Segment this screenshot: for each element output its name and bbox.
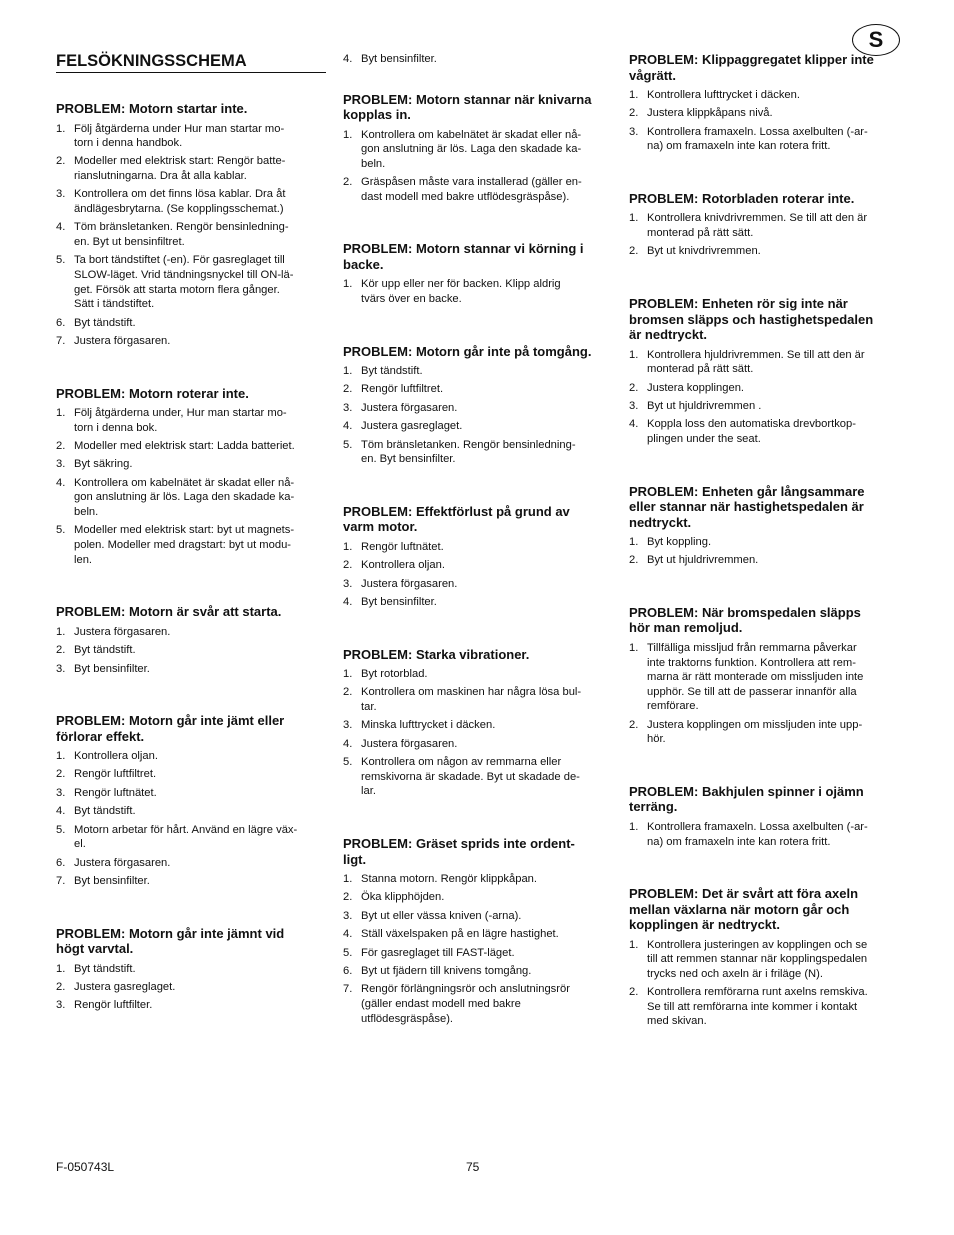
item-text: För gasreglaget till FAST-läget. (361, 946, 515, 959)
item-text: Tillfälliga missljud från remmarna påverkar inte traktorns funktion. Kontrollera att rem- marna är rätt monterade om missljuden inte upphör. Se till att de passerar innanför alla remförare. (647, 641, 864, 713)
item-text: Kontrollera remförarna runt axelns remskiva. Se till att remförarna inte kommer i kontakt med skivan. (647, 986, 868, 1028)
problem-section (629, 52, 901, 154)
list-item (629, 348, 901, 377)
item-text: Följ åtgärderna under, Hur man startar mo- torn i denna bok. (74, 407, 287, 434)
item-text: Kontrollera om det finns lösa kablar. Dra åt ändlägesbrytarna. (Se kopplingsschemat.) (74, 188, 286, 216)
item-number: 3. (343, 719, 353, 732)
item-text: Byt ut eller vässa kniven (-arna). (361, 909, 522, 922)
item-number: 5. (343, 438, 353, 451)
list-item (629, 535, 901, 550)
problem-section (343, 344, 613, 467)
item-number: 2. (343, 559, 353, 572)
solution-list (629, 820, 901, 849)
list-item (629, 244, 901, 259)
item-number: 4. (629, 418, 639, 431)
list-item (343, 175, 613, 204)
item-text: Rengör luftnätet. (361, 540, 444, 553)
item-number: 6. (343, 964, 353, 977)
item-number: 4. (56, 221, 66, 234)
item-number: 1. (343, 278, 353, 291)
list-item (629, 820, 901, 849)
list-item (343, 890, 613, 905)
item-text: Rengör luftfiltret. (74, 768, 157, 781)
list-item (56, 253, 326, 311)
list-item (56, 523, 326, 567)
item-text: Byt tändstift. (74, 644, 136, 657)
list-item (56, 476, 326, 520)
item-number: 1. (343, 873, 353, 885)
problem-section (56, 713, 326, 889)
item-number: 2. (343, 383, 353, 396)
solution-list (343, 364, 613, 467)
solution-list (629, 938, 901, 1029)
problem-heading: PROBLEM: Effektförlust på grund av varm motor. (343, 503, 570, 535)
solution-list (343, 540, 613, 610)
item-text: Justera förgasaren. (74, 335, 171, 347)
item-number: 2. (629, 381, 639, 394)
problem-section (56, 386, 326, 568)
item-number: 3. (629, 125, 639, 138)
list-item (343, 52, 613, 67)
item-text: Kontrollera oljan. (361, 559, 445, 572)
item-number: 3. (343, 401, 353, 414)
item-number: 5. (56, 524, 66, 537)
item-text: Justera gasreglaget. (361, 420, 463, 433)
item-number: 1. (56, 962, 66, 975)
item-number: 3. (629, 399, 639, 412)
item-number: 1. (343, 128, 353, 141)
item-number: 3. (56, 188, 66, 201)
problem-section (56, 604, 326, 676)
item-text: Justera förgasaren. (361, 577, 458, 590)
item-number: 2. (343, 686, 353, 699)
problem-section (56, 926, 326, 1013)
problem-heading: PROBLEM: Starka vibrationer. (343, 646, 530, 662)
problem-heading: PROBLEM: Bakhjulen spinner i ojämn terräng. (629, 783, 864, 815)
item-text: Kontrollera framaxeln. Lossa axelbulten (-ar- na) om framaxeln inte kan rotera fritt. (647, 125, 868, 153)
item-number: 1. (629, 348, 639, 361)
list-item (629, 553, 901, 568)
item-number: 7. (56, 335, 66, 347)
solution-list (343, 277, 613, 306)
list-item (343, 364, 613, 379)
list-item (56, 625, 326, 640)
list-item (56, 122, 326, 151)
item-number: 2. (629, 986, 639, 999)
item-text: Justera förgasaren. (74, 625, 171, 638)
problem-heading: PROBLEM: Klippaggregatet klipper inte vågrätt. (629, 52, 874, 83)
list-item (629, 381, 901, 396)
solution-list (343, 872, 613, 1026)
list-item (629, 125, 901, 154)
column-2-sections (343, 92, 613, 1027)
list-item (56, 154, 326, 183)
item-text: Stanna motorn. Rengör klippkåpan. (361, 873, 538, 885)
item-text: Byt bensinfilter. (74, 875, 150, 888)
problem-heading: PROBLEM: Motorn är svår att starta. (56, 604, 282, 620)
item-text: Justera klippkåpans nivå. (647, 107, 773, 120)
problem-heading: PROBLEM: Motorn stannar vi körning i backe. (343, 241, 584, 272)
item-number: 3. (343, 577, 353, 590)
problem-heading: PROBLEM: Motorn går inte på tomgång. (343, 343, 592, 359)
list-item (343, 872, 613, 887)
item-number: 2. (56, 981, 66, 994)
item-number: 1. (56, 407, 66, 420)
item-number: 4. (343, 928, 353, 941)
list-item (56, 749, 326, 764)
item-text: Justera förgasaren. (361, 401, 458, 414)
item-number: 6. (56, 316, 66, 329)
list-item (56, 643, 326, 658)
item-number: 7. (56, 875, 66, 888)
item-number: 2. (629, 554, 639, 567)
continued-list (343, 52, 613, 67)
item-text: Rengör luftfilter. (74, 999, 153, 1012)
solution-list (56, 122, 326, 349)
item-text: Motorn arbetar för hårt. Använd en lägre väx- el. (74, 823, 298, 851)
problem-section (343, 647, 613, 799)
problem-heading: PROBLEM: Enheten går långsammare eller stannar när hastighetspedalen är nedtryckt. (629, 483, 865, 530)
item-number: 1. (343, 540, 353, 553)
item-text: Byt ut hjuldrivremmen . (647, 399, 762, 412)
problem-heading: PROBLEM: Det är svårt att föra axeln mellan växlarna när motorn går och kopplingen är nedtryckt. (629, 886, 859, 933)
item-number: 2. (343, 176, 353, 189)
problem-section (629, 784, 901, 849)
item-number: 5. (343, 946, 353, 959)
item-text: Kontrollera om kabelnätet är skadat eller nå- gon anslutning är lös. Laga den skadade ka- beln. (361, 128, 582, 170)
item-text: Kontrollera oljan. (74, 750, 158, 763)
list-item (56, 874, 326, 889)
solution-list (56, 749, 326, 889)
item-text: Rengör luftfiltret. (361, 383, 444, 396)
problem-heading: PROBLEM: Motorn går inte jämnt vid högt varvtal. (56, 925, 285, 957)
list-item (629, 417, 901, 446)
item-number: 2. (629, 107, 639, 120)
item-number: 4. (56, 805, 66, 818)
item-text: Kontrollera om någon av remmarna eller remskivorna är skadade. Byt ut skadade de- lar. (361, 756, 580, 798)
problem-heading: PROBLEM: När bromspedalen släpps hör man remoljud. (629, 604, 861, 636)
list-item (56, 439, 326, 454)
item-number: 4. (56, 476, 66, 489)
problem-section (629, 296, 901, 446)
item-text: Töm bränsletanken. Rengör bensinledning- en. Byt bensinfilter. (361, 438, 576, 466)
list-item (343, 927, 613, 942)
list-item (629, 641, 901, 714)
item-number: 1. (629, 212, 639, 225)
item-text: Öka klipphöjden. (361, 891, 445, 904)
item-number: 4. (343, 420, 353, 433)
item-number: 2. (56, 155, 66, 168)
solution-list (343, 128, 613, 205)
list-item (343, 540, 613, 555)
item-number: 2. (629, 718, 639, 731)
solution-list (56, 962, 326, 1013)
item-text: Byt bensinfilter. (361, 595, 437, 608)
item-number: 3. (56, 458, 66, 471)
item-text: Kontrollera lufttrycket i däcken. (647, 89, 800, 101)
item-number: 3. (343, 909, 353, 922)
problem-heading: PROBLEM: Motorn går inte jämt eller förlorar effekt. (56, 713, 285, 744)
problem-section (629, 484, 901, 568)
column-1-sections (56, 101, 326, 1013)
item-number: 1. (629, 641, 639, 654)
problem-section (343, 504, 613, 610)
list-item (629, 399, 901, 414)
item-text: Byt bensinfilter. (361, 53, 437, 65)
list-item (343, 577, 613, 592)
item-text: Byt säkring. (74, 458, 133, 471)
list-item (56, 220, 326, 249)
item-text: Koppla loss den automatiska drevbortkop- plingen under the seat. (647, 418, 856, 445)
list-item (343, 946, 613, 961)
problem-heading: PROBLEM: Gräset sprids inte ordent- ligt. (343, 836, 575, 867)
list-item (343, 667, 613, 682)
item-text: Gräspåsen måste vara installerad (gäller en- dast modell med bakre utflödesgräspåse). (361, 176, 582, 203)
item-number: 1. (629, 938, 639, 951)
list-item (56, 804, 326, 819)
list-item (56, 334, 326, 349)
item-number: 5. (56, 823, 66, 836)
list-item (56, 980, 326, 995)
list-item (56, 457, 326, 472)
solution-list (629, 348, 901, 447)
list-item (343, 558, 613, 573)
problem-section (343, 836, 613, 1026)
problem-section (629, 886, 901, 1029)
column-3 (629, 52, 901, 1066)
item-number: 4. (343, 737, 353, 750)
list-item (56, 187, 326, 216)
item-text: Byt rotorblad. (361, 668, 428, 681)
item-text: Byt tändstift. (361, 365, 423, 378)
document-code: F-050743L (56, 1160, 115, 1174)
item-text: Ta bort tändstiftet (-en). För gasreglaget till SLOW-läget. Vrid tändningsnyckel till ON-lä- get. Försök att starta motorn flera gånger. Sätt i tändstiftet. (74, 254, 294, 311)
item-number: 1. (343, 668, 353, 681)
problem-heading: PROBLEM: Motorn roterar inte. (56, 385, 249, 401)
list-item (56, 316, 326, 331)
item-number: 4. (343, 53, 353, 65)
page-number: 75 (466, 1160, 480, 1174)
item-number: 3. (56, 999, 66, 1012)
item-text: Kontrollera hjuldrivremmen. Se till att den är monterad på rätt sätt. (647, 348, 865, 376)
item-text: Justera kopplingen. (647, 381, 745, 394)
item-number: 2. (629, 245, 639, 258)
item-text: Byt ut fjädern till knivens tomgång. (361, 964, 532, 977)
list-item (343, 909, 613, 924)
list-item (629, 106, 901, 121)
item-number: 5. (343, 756, 353, 769)
list-item (343, 982, 613, 1026)
list-item (343, 438, 613, 467)
item-text: Byt bensinfilter. (74, 662, 150, 675)
problem-heading: PROBLEM: Motorn startar inte. (56, 101, 248, 116)
list-item (56, 406, 326, 435)
item-text: Kontrollera framaxeln. Lossa axelbulten (-ar- na) om framaxeln inte kan rotera fritt. (647, 820, 868, 848)
list-item (343, 685, 613, 714)
list-item (629, 88, 901, 103)
item-number: 1. (629, 89, 639, 101)
list-item (343, 382, 613, 397)
item-text: Justera gasreglaget. (74, 981, 176, 994)
item-text: Minska lufttrycket i däcken. (361, 719, 496, 732)
list-item (343, 128, 613, 172)
item-number: 2. (56, 440, 66, 453)
list-item (343, 401, 613, 416)
item-text: Följ åtgärderna under Hur man startar mo- torn i denna handbok. (74, 122, 285, 150)
solution-list (629, 535, 901, 568)
item-number: 2. (56, 644, 66, 657)
column-3-sections (629, 52, 901, 1029)
item-text: Kontrollera om maskinen har några lösa bul- tar. (361, 686, 582, 714)
list-item (56, 856, 326, 871)
solution-list (343, 667, 613, 799)
item-number: 3. (56, 662, 66, 675)
item-text: Byt koppling. (647, 536, 712, 548)
item-text: Rengör förlängningsrör och anslutningsrör (gäller endast modell med bakre utflödesgräspåse). (361, 983, 570, 1025)
item-text: Kontrollera knivdrivremmen. Se till att den är monterad på rätt sätt. (647, 212, 868, 240)
item-text: Kontrollera justeringen av kopplingen och se till att remmen stannar när kopplingspedalen trycks ned och axeln är i friläge (N). (647, 938, 868, 980)
list-item (343, 755, 613, 799)
item-number: 2. (56, 768, 66, 781)
problem-section (629, 605, 901, 747)
problem-section (343, 241, 613, 306)
problem-heading: PROBLEM: Motorn stannar när knivarna kopplas in. (343, 91, 592, 123)
problem-section (629, 191, 901, 259)
item-text: Modeller med elektrisk start: Ladda batteriet. (74, 440, 295, 453)
item-text: Byt ut hjuldrivremmen. (647, 554, 759, 567)
item-text: Kör upp eller ner för backen. Klipp aldrig tvärs över en backe. (361, 278, 561, 305)
item-text: Kontrollera om kabelnätet är skadat eller nå- gon anslutning är lös. Laga den skadade ka- beln. (74, 476, 295, 519)
list-item (629, 938, 901, 982)
item-number: 1. (629, 820, 639, 833)
item-text: Byt tändstift. (74, 805, 136, 818)
list-item (56, 823, 326, 852)
item-number: 6. (56, 856, 66, 869)
solution-list (629, 88, 901, 154)
item-text: Ställ växelspaken på en lägre hastighet. (361, 928, 559, 941)
solution-list (56, 625, 326, 676)
item-text: Rengör luftnätet. (74, 786, 157, 799)
list-item (56, 767, 326, 782)
item-text: Byt tändstift. (74, 316, 136, 329)
item-text: Justera förgasaren. (361, 737, 458, 750)
list-item (343, 964, 613, 979)
item-number: 7. (343, 983, 353, 996)
list-item (629, 211, 901, 240)
solution-list (629, 211, 901, 259)
item-number: 1. (56, 625, 66, 638)
list-item (343, 277, 613, 306)
item-number: 1. (629, 536, 639, 548)
list-item (343, 595, 613, 610)
item-number: 1. (56, 750, 66, 763)
item-number: 5. (56, 254, 66, 267)
item-number: 1. (343, 365, 353, 378)
solution-list (629, 641, 901, 747)
solution-list (56, 406, 326, 567)
list-item (343, 718, 613, 733)
item-text: Modeller med elektrisk start: Rengör batte- rianslutningarna. Dra åt alla kablar. (74, 155, 286, 183)
problem-heading: PROBLEM: Rotorbladen roterar inte. (629, 190, 855, 206)
item-text: Töm bränsletanken. Rengör bensinledning- en. Byt ut bensinfiltret. (74, 221, 289, 249)
item-text: Modeller med elektrisk start: byt ut magnets- polen. Modeller med dragstart: byt ut modu- len. (74, 524, 295, 566)
column-2 (343, 52, 613, 1063)
item-number: 2. (343, 891, 353, 904)
list-item (343, 737, 613, 752)
item-text: Justera förgasaren. (74, 856, 171, 869)
item-number: 1. (56, 122, 66, 135)
item-text: Justera kopplingen om missljuden inte upp- hör. (647, 718, 863, 746)
item-text: Byt ut knivdrivremmen. (647, 245, 761, 258)
problem-heading: PROBLEM: Enheten rör sig inte när bromsen släpps och hastighetspedalen är nedtryckt. (629, 296, 874, 343)
lead-list (343, 52, 613, 67)
list-item (629, 985, 901, 1029)
problem-section (343, 92, 613, 205)
column-1 (56, 52, 326, 1050)
item-number: 4. (343, 595, 353, 608)
list-item (343, 419, 613, 434)
item-text: Byt tändstift. (74, 962, 136, 975)
language-badge: S (852, 24, 900, 56)
item-number: 3. (56, 786, 66, 799)
list-item (629, 718, 901, 747)
page-title: FELSÖKNINGSSCHEMA (56, 52, 326, 73)
list-item (56, 998, 326, 1013)
problem-section (56, 101, 326, 349)
list-item (56, 662, 326, 677)
list-item (56, 962, 326, 977)
list-item (56, 786, 326, 801)
